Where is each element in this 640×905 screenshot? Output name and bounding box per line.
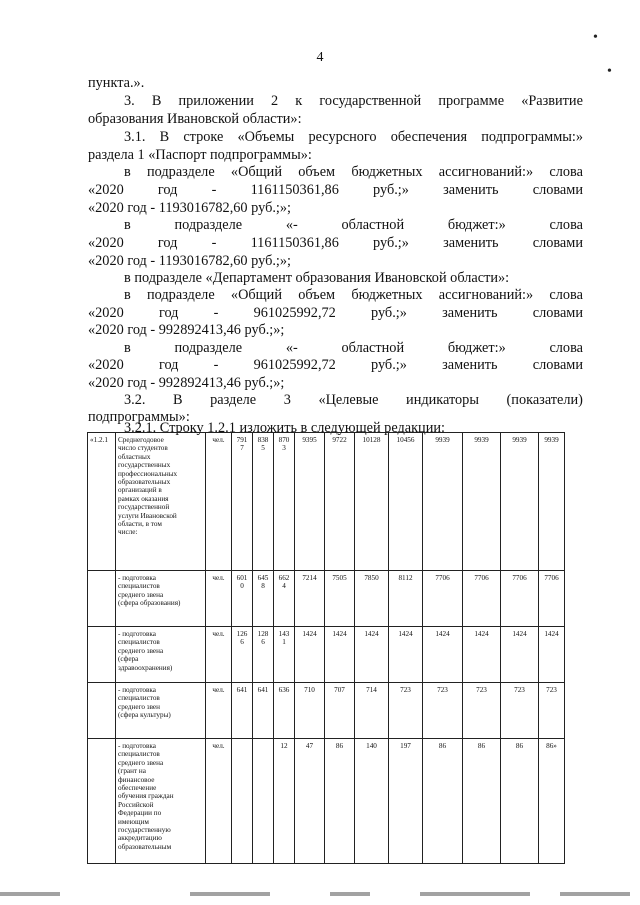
table-row [88, 739, 565, 864]
word: заменить [442, 305, 498, 321]
value-cell: 723 [501, 683, 539, 739]
word: 2 [270, 93, 279, 109]
scan-artifact [560, 892, 630, 896]
description-line: число студентов [118, 444, 168, 453]
word: заменить [443, 182, 499, 198]
word: в [124, 217, 131, 233]
scan-artifact [0, 892, 60, 896]
value-cell: 86 [463, 739, 501, 864]
word: 961025992,72 [253, 357, 336, 373]
text-line [88, 235, 583, 252]
unit-cell: чел. [206, 683, 232, 739]
word: заменить [443, 235, 499, 251]
value-cell: 12 [274, 739, 295, 864]
word: «Общий [230, 287, 282, 303]
description-line: областных [118, 452, 151, 461]
description-line: (грант на [118, 767, 146, 776]
value-cell: 1424 [423, 627, 463, 683]
word: разделе [210, 392, 257, 408]
word: индикаторы [406, 392, 479, 408]
value-cell: 870 3 [274, 433, 295, 571]
word: 3. [124, 93, 135, 109]
unit-cell: чел. [206, 627, 232, 683]
value-cell: 707 [325, 683, 355, 739]
word: (показатели) [506, 392, 583, 408]
description-line: государственной [118, 503, 170, 512]
value-cell: 9939 [423, 433, 463, 571]
word: словами [532, 357, 583, 373]
value-cell: 1424 [389, 627, 423, 683]
word: подпрограммы:» [481, 129, 583, 145]
value-cell: 7214 [295, 571, 325, 627]
unit-cell: чел. [206, 571, 232, 627]
word: руб.;» [373, 235, 409, 251]
value-cell: 86 [501, 739, 539, 864]
word: в [124, 164, 131, 180]
value-cell: 140 [355, 739, 389, 864]
value-cell [232, 739, 253, 864]
word: «- [285, 340, 298, 356]
value-cell: 86 [325, 739, 355, 864]
description-line: имеющим [118, 817, 149, 826]
description-line: специалистов [118, 582, 160, 591]
text-line [124, 129, 583, 146]
word: приложении [178, 93, 254, 109]
description-line: - подготовка [118, 686, 156, 694]
word: В [151, 93, 162, 109]
word: бюджетных [351, 164, 423, 180]
description-line: профессиональных [118, 469, 178, 478]
description-line: обучения граждан [118, 792, 174, 801]
word: - [211, 182, 217, 198]
word: ассигнований:» [438, 164, 534, 180]
value-cell: 143 1 [274, 627, 295, 683]
value-cell: 7850 [355, 571, 389, 627]
value-cell: 7706 [463, 571, 501, 627]
value-cell: 10128 [355, 433, 389, 571]
description-line: специалистов [118, 694, 160, 703]
word: «Развитие [521, 93, 583, 109]
word: «Общий [230, 164, 282, 180]
value-cell: 645 8 [253, 571, 274, 627]
row-description-cell [116, 571, 206, 627]
row-description-cell [116, 627, 206, 683]
text-line: образования Ивановской области»: [88, 111, 302, 127]
value-cell: 7706 [501, 571, 539, 627]
row-code-cell [88, 571, 116, 627]
word: подразделе [147, 164, 215, 180]
word: словами [532, 182, 583, 198]
description-line: Федерации по [118, 809, 162, 818]
description-line: (сфера культуры) [118, 711, 171, 720]
description-line: среднего звена [118, 590, 164, 599]
word: В [159, 129, 170, 145]
value-cell: 641 [232, 683, 253, 739]
text-line: «2020 год - 992892413,46 руб.;»; [88, 322, 285, 338]
word: «Объемы [237, 129, 295, 145]
word: ассигнований:» [438, 287, 534, 303]
word: 961025992,72 [253, 305, 336, 321]
row-code-cell [88, 627, 116, 683]
word: руб.;» [373, 182, 409, 198]
word: программе [438, 93, 505, 109]
value-cell: 9939 [539, 433, 565, 571]
word: «Целевые [318, 392, 379, 408]
scan-artifact [420, 892, 530, 896]
value-cell: 9939 [501, 433, 539, 571]
value-cell: 1424 [539, 627, 565, 683]
word: словами [532, 305, 583, 321]
word: подразделе [174, 340, 243, 356]
text-line [124, 164, 583, 181]
value-cell: 723 [539, 683, 565, 739]
word: объем [298, 164, 336, 180]
word: 1161150361,86 [250, 182, 339, 198]
value-cell: 1424 [463, 627, 501, 683]
row-description-cell [116, 683, 206, 739]
value-cell: 1424 [355, 627, 389, 683]
text-line: «2020 год - 1193016782,60 руб.;»; [88, 253, 292, 269]
value-cell: 710 [295, 683, 325, 739]
word: объем [298, 287, 336, 303]
text-line [88, 305, 583, 322]
value-cell: 8112 [389, 571, 423, 627]
value-cell [253, 739, 274, 864]
text-line [124, 93, 583, 110]
value-cell: 1424 [295, 627, 325, 683]
description-line: финансовое [118, 775, 155, 784]
value-cell: 9939 [463, 433, 501, 571]
description-line: области, в том [118, 520, 162, 529]
value-cell: 601 0 [232, 571, 253, 627]
value-cell: 791 7 [232, 433, 253, 571]
word: подразделе [174, 217, 243, 233]
value-cell: 723 [389, 683, 423, 739]
description-line: рамках оказания [118, 494, 169, 503]
value-cell: 1424 [501, 627, 539, 683]
word: руб.;» [371, 357, 407, 373]
word: слова [549, 287, 583, 303]
value-cell: 723 [463, 683, 501, 739]
value-cell: 9722 [325, 433, 355, 571]
row-description-cell [116, 433, 206, 571]
description-line: - подготовка [118, 574, 156, 582]
text-line: подпрограммы»: [88, 409, 190, 425]
text-line: 3.2.1. Строку 1.2.1 изложить в следующей редакции: [124, 420, 445, 436]
value-cell: 662 4 [274, 571, 295, 627]
word: обеспечения [390, 129, 468, 145]
text-line [88, 357, 583, 374]
row-code-cell [88, 739, 116, 864]
word: 3.2. [124, 392, 146, 408]
description-line: (сфера образования) [118, 599, 181, 608]
text-line: «2020 год - 1193016782,60 руб.;»; [88, 200, 292, 216]
word: «2020 [88, 305, 124, 321]
value-cell: 197 [389, 739, 423, 864]
value-cell: 126 6 [232, 627, 253, 683]
word: год [157, 235, 178, 251]
table-row [88, 627, 565, 683]
description-line: среднего звена [118, 646, 164, 655]
value-cell: 9395 [295, 433, 325, 571]
description-line: организаций в [118, 486, 162, 495]
word: год [158, 357, 179, 373]
description-line: (сфера [118, 655, 139, 664]
scan-mark: • [593, 30, 598, 45]
text-line [124, 340, 583, 357]
description-line: здравоохранения) [118, 663, 173, 672]
scan-mark: • [607, 64, 612, 79]
indicator-table [87, 432, 565, 864]
text-line: пункта.». [88, 75, 145, 91]
word: ресурсного [308, 129, 377, 145]
word: руб.;» [371, 305, 407, 321]
description-line: Российской [118, 800, 154, 809]
table-row [88, 571, 565, 627]
word: слова [549, 217, 583, 233]
description-line: государственную [118, 826, 171, 835]
word: бюджет:» [447, 340, 506, 356]
word: год [157, 182, 178, 198]
word: слова [549, 340, 583, 356]
text-line [124, 392, 583, 409]
scan-artifact [330, 892, 370, 896]
word: 1161150361,86 [250, 235, 339, 251]
word: «2020 [88, 182, 124, 198]
text-line [124, 217, 583, 234]
word: бюджет:» [447, 217, 506, 233]
word: подразделе [147, 287, 215, 303]
value-cell: 7505 [325, 571, 355, 627]
description-line: числе: [118, 528, 138, 537]
word: 3.1. [124, 129, 146, 145]
word: в [124, 340, 131, 356]
row-description-cell [116, 739, 206, 864]
description-line: среднего звен [118, 702, 160, 711]
word: к [295, 93, 303, 109]
word: - [213, 357, 219, 373]
table-row [88, 683, 565, 739]
word: - [211, 235, 217, 251]
description-line: обеспечение [118, 784, 157, 793]
description-line: - подготовка [118, 742, 156, 750]
description-line: услуги Ивановской [118, 511, 177, 520]
description-line: специалистов [118, 750, 160, 759]
value-cell: 86 [423, 739, 463, 864]
word: В [173, 392, 183, 408]
description-line: среднего звена [118, 758, 164, 767]
word: - [213, 305, 219, 321]
word: строке [183, 129, 224, 145]
description-line: Среднегодовое [118, 436, 164, 444]
value-cell: 838 5 [253, 433, 274, 571]
word: год [158, 305, 179, 321]
word: в [124, 287, 131, 303]
table-row [88, 433, 565, 571]
description-line: аккредитацию [118, 834, 162, 843]
value-cell: 723 [423, 683, 463, 739]
value-cell: 7706 [423, 571, 463, 627]
word: областной [341, 340, 405, 356]
text-line [124, 287, 583, 304]
text-line: раздела 1 «Паспорт подпрограммы»: [88, 147, 312, 163]
description-line: - подготовка [118, 630, 156, 638]
row-code-cell: «1.2.1 [88, 433, 116, 571]
description-line: образовательных [118, 478, 171, 487]
row-code-cell [88, 683, 116, 739]
value-cell: 47 [295, 739, 325, 864]
word: 3 [283, 392, 291, 408]
description-line: образовательным [118, 842, 172, 851]
value-cell: 641 [253, 683, 274, 739]
page-number: 4 [316, 50, 324, 65]
word: словами [532, 235, 583, 251]
description-line: специалистов [118, 638, 160, 647]
unit-cell: чел. [206, 739, 232, 864]
word: бюджетных [351, 287, 423, 303]
text-line: в подразделе «Департамент образования Ивановской области»: [124, 270, 510, 286]
word: «- [285, 217, 298, 233]
value-cell: 1424 [325, 627, 355, 683]
text-line: «2020 год - 992892413,46 руб.;»; [88, 375, 285, 391]
word: государственной [319, 93, 422, 109]
description-line: государственных [118, 461, 171, 470]
value-cell: 128 6 [253, 627, 274, 683]
value-cell: 714 [355, 683, 389, 739]
word: «2020 [88, 357, 124, 373]
value-cell: 86» [539, 739, 565, 864]
value-cell: 636 [274, 683, 295, 739]
word: «2020 [88, 235, 124, 251]
text-line [88, 182, 583, 199]
word: заменить [442, 357, 498, 373]
scan-artifact [190, 892, 270, 896]
value-cell: 7706 [539, 571, 565, 627]
word: слова [549, 164, 583, 180]
value-cell: 10456 [389, 433, 423, 571]
unit-cell: чел. [206, 433, 232, 571]
word: областной [341, 217, 405, 233]
